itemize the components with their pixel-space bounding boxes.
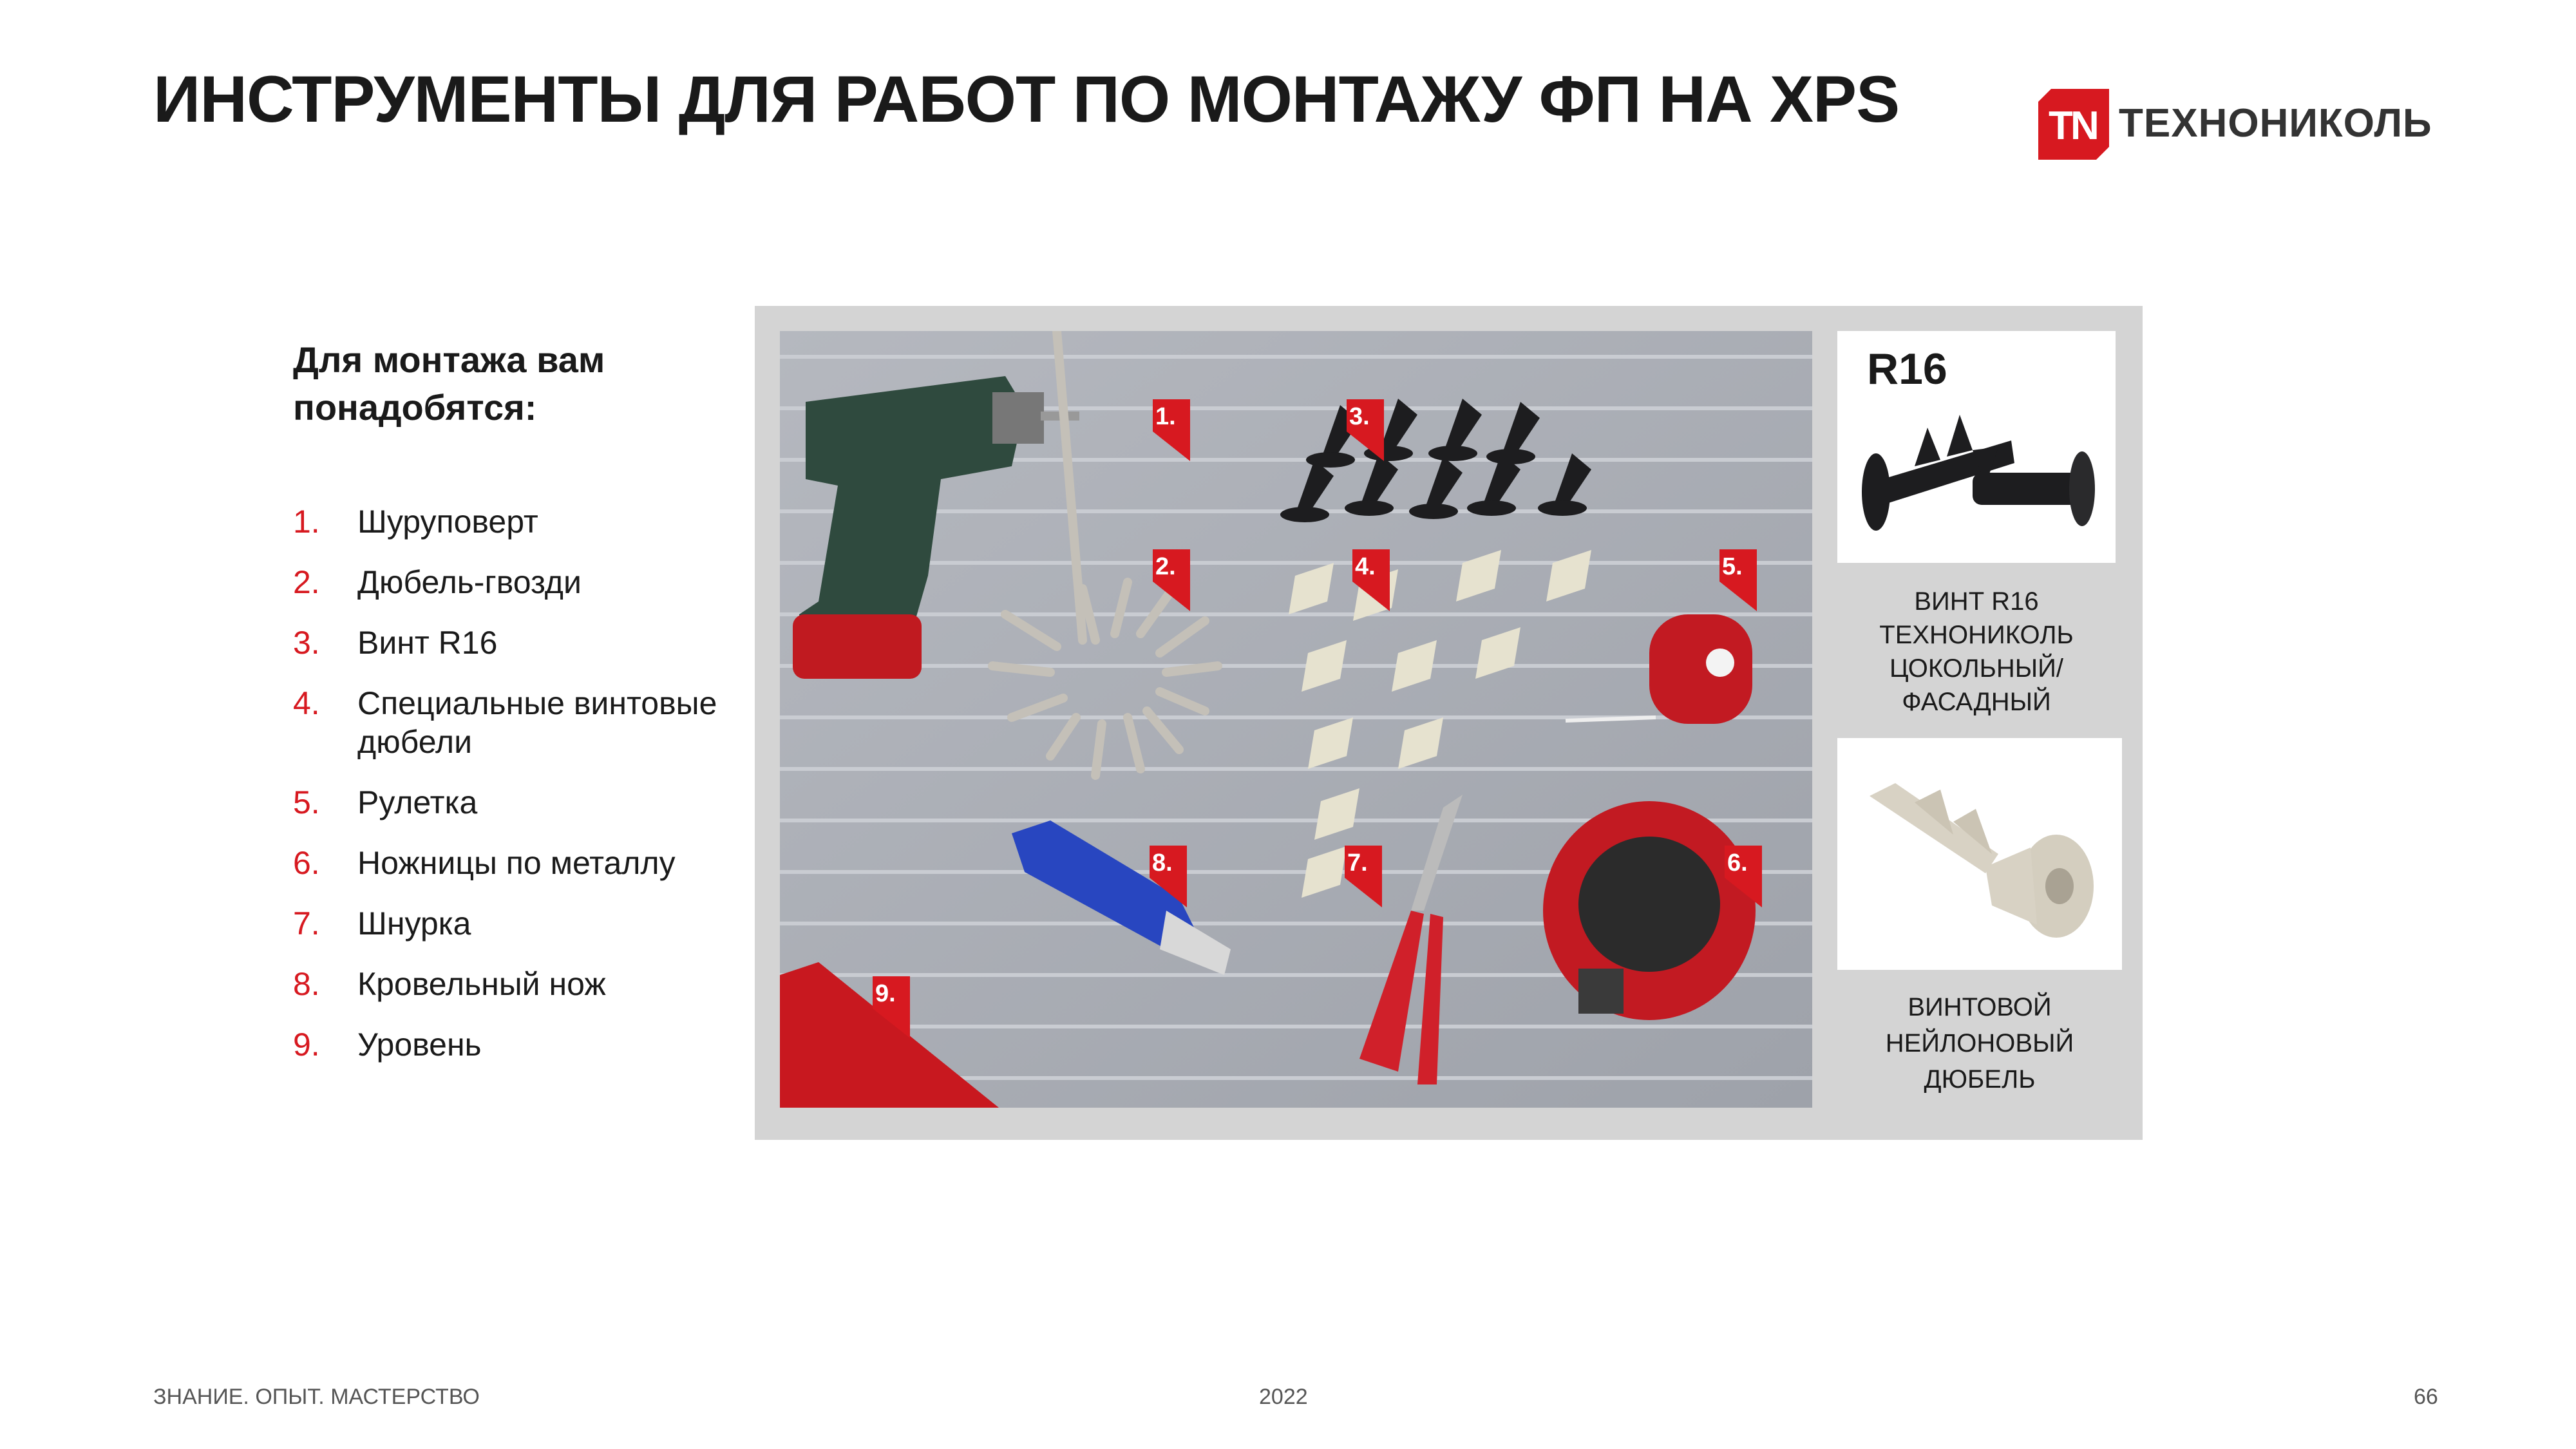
list-item-label: Специальные винтовые дюбели (357, 685, 717, 760)
photo-tag-7 (1345, 846, 1382, 907)
caption-line: ВИНТ R16 (1914, 587, 2039, 616)
caption-line: ВИНТОВОЙ (1908, 993, 2052, 1021)
photo-tag-5 (1719, 549, 1757, 611)
intro-line-1: Для монтажа вам (293, 339, 605, 380)
r16-screw-card (1837, 331, 2116, 563)
photo-tag-9 (873, 976, 910, 1038)
list-item-number: 2. (293, 564, 320, 600)
list-item-number: 7. (293, 905, 320, 942)
list-item-label: Ножницы по металлу (357, 845, 676, 881)
list-item-label: Шуруповерт (357, 504, 538, 540)
photo-tag-label: 4. (1355, 553, 1376, 580)
list-item-label: Уровень (357, 1027, 482, 1063)
svg-text:N: N (2070, 104, 2099, 148)
list-item-number: 4. (293, 685, 320, 721)
photo-tag-4 (1352, 549, 1390, 611)
screw-icon (1837, 331, 2116, 563)
caption-line: ТЕХНОНИКОЛЬ (1879, 621, 2074, 649)
caption-line: НЕЙЛОНОВЫЙ (1885, 1029, 2074, 1057)
list-item-number: 8. (293, 966, 320, 1002)
photo-tag-8 (1150, 846, 1187, 907)
list-item-number: 9. (293, 1027, 320, 1063)
caption-line: ФАСАДНЫЙ (1902, 688, 2051, 716)
photo-tag-3 (1347, 399, 1384, 461)
tools-illustration (780, 331, 1812, 1108)
photo-tag-label: 6. (1727, 849, 1748, 876)
list-item-label: Шнурка (357, 905, 471, 942)
list-item-number: 5. (293, 784, 320, 820)
list-item-label: Дюбель-гвозди (357, 564, 582, 600)
caption-line: ЦОКОЛЬНЫЙ/ (1889, 654, 2063, 683)
tools-photo (780, 331, 1812, 1108)
photo-tag-label: 5. (1722, 553, 1743, 580)
intro-text (293, 336, 605, 431)
svg-text:T: T (2049, 104, 2073, 148)
photo-tag-label: 3. (1349, 403, 1370, 430)
nylon-dowel-icon (1837, 738, 2122, 970)
list-item-label: Винт R16 (357, 625, 498, 661)
brand-name: ТЕХНОНИКОЛЬ (2119, 101, 2432, 146)
list-item-number: 1. (293, 504, 320, 540)
photo-tag-label: 9. (875, 980, 896, 1007)
photo-tag-label: 2. (1155, 553, 1176, 580)
brand-logo-icon (2038, 89, 2109, 160)
nylon-dowel-caption (1837, 989, 2122, 1097)
photo-tag-label: 1. (1155, 403, 1176, 430)
list-item-number: 3. (293, 625, 320, 661)
list-item (293, 684, 718, 761)
intro-line-2: понадобятся: (293, 387, 537, 428)
list-item-label: Кровельный нож (357, 966, 606, 1002)
list-item-number: 6. (293, 845, 320, 881)
list-item-label: Рулетка (357, 784, 478, 820)
brand-logo (2038, 89, 2432, 160)
photo-tag-2 (1153, 549, 1190, 611)
r16-caption (1837, 585, 2116, 719)
photo-tag-label: 8. (1152, 849, 1173, 876)
chalk-line-icon (1543, 801, 1756, 1020)
caption-line: ДЮБЕЛЬ (1924, 1065, 2036, 1094)
photo-tag-6 (1725, 846, 1762, 907)
footer-year: 2022 (1259, 1385, 1308, 1409)
photo-tag-1 (1153, 399, 1190, 461)
nylon-dowel-card (1837, 738, 2122, 970)
page-number: 66 (2414, 1385, 2438, 1409)
photo-tag-label: 7. (1347, 849, 1368, 876)
page-title: ИНСТРУМЕНТЫ ДЛЯ РАБОТ ПО МОНТАЖУ ФП НА XPS (153, 62, 1900, 136)
r16-label: R16 (1867, 345, 1947, 393)
footer-tagline: ЗНАНИЕ. ОПЫТ. МАСТЕРСТВО (153, 1385, 480, 1409)
